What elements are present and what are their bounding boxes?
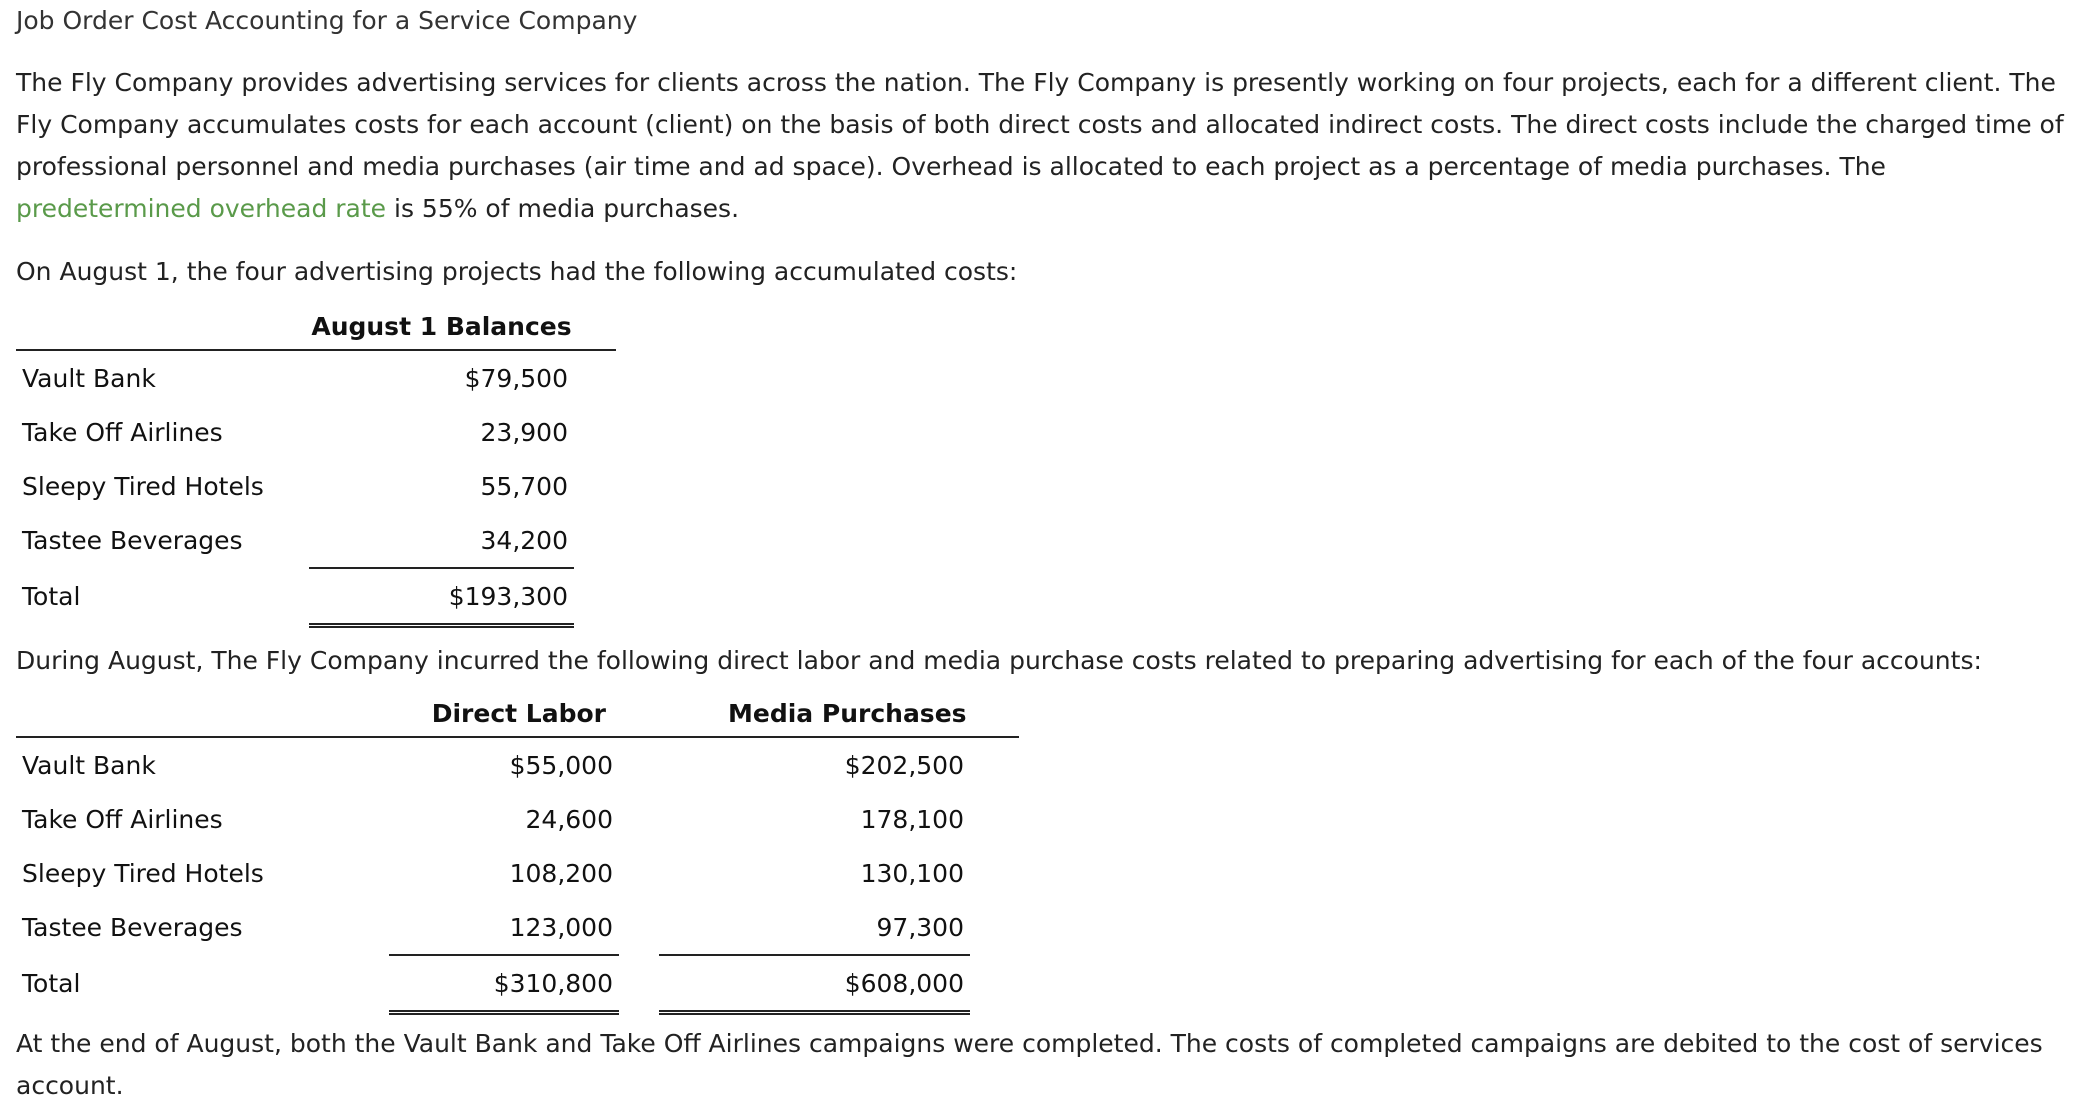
total-label: Total [22, 969, 81, 999]
row-label: Take Off Airlines [22, 804, 223, 834]
row-label: Tastee Beverages [22, 913, 243, 942]
direct-costs-table [16, 690, 1019, 1015]
intro-text-before: The Fly Company provides advertising services for clients across the nation. The Fly Company is presently working on four projects, each for a different client. The Fly Company accumulates costs for each account (client) on the basis of both direct costs and allocated indirect costs. The direct costs include the charged time of professional personnel and media purchases (air time and ad space). Overhead is allocated to each project as a percentage of media purchases. The [16, 68, 2064, 181]
august-balances-table [16, 303, 616, 628]
table-row [16, 792, 1019, 846]
header-direct-labor: Direct Labor [389, 690, 619, 737]
header-media-purchases: Media Purchases [659, 690, 970, 737]
media-total: $608,000 [659, 955, 970, 1013]
labor-value: 123,000 [389, 900, 619, 955]
header-spacer [619, 690, 659, 737]
total-value: $193,300 [309, 568, 574, 626]
row-label: Take Off Airlines [22, 417, 223, 447]
completion-paragraph: At the end of August, both the Vault Bank and Take Off Airlines campaigns were completed. The costs of completed campaigns are debited to the cost of services account. [16, 1029, 2043, 1100]
intro-paragraph [16, 62, 2076, 230]
costs-intro-paragraph: During August, The Fly Company incurred the following direct labor and media purchase costs related to preparing advertising for each of the four accounts: [16, 646, 1982, 675]
table-row [16, 350, 616, 405]
row-label: Vault Bank [22, 750, 156, 780]
row-label: Sleepy Tired Hotels [22, 858, 264, 888]
table-header-row [16, 303, 616, 350]
row-label: Tastee Beverages [22, 526, 243, 555]
labor-value: $55,000 [509, 750, 613, 780]
row-value: $79,500 [464, 363, 568, 393]
intro-text-after: is 55% of media purchases. [386, 194, 740, 223]
table-total-row [16, 568, 616, 626]
header-august-balances: August 1 Balances [309, 303, 574, 350]
page-title: Job Order Cost Accounting for a Service Company [16, 6, 638, 35]
media-value: 97,300 [659, 900, 970, 955]
table-row [16, 846, 1019, 900]
row-value: 34,200 [309, 513, 574, 568]
table-header-row [16, 690, 1019, 737]
labor-value: 24,600 [525, 804, 613, 834]
row-label: Sleepy Tired Hotels [22, 471, 264, 501]
labor-value: 108,200 [509, 858, 613, 888]
problem-content [16, 0, 2076, 1107]
balances-intro-paragraph: On August 1, the four advertising projects had the following accumulated costs: [16, 257, 1018, 286]
header-blank [16, 303, 309, 350]
header-spacer [574, 303, 616, 350]
media-value: 130,100 [860, 858, 964, 888]
row-value: 55,700 [480, 471, 568, 501]
row-label: Vault Bank [22, 363, 156, 393]
header-blank [16, 690, 389, 737]
row-value: 23,900 [480, 417, 568, 447]
table-row [16, 405, 616, 459]
header-spacer [970, 690, 1019, 737]
table-total-row [16, 955, 1019, 1013]
table-row [16, 737, 1019, 792]
predetermined-overhead-rate-link[interactable]: predetermined overhead rate [16, 194, 387, 223]
media-value: 178,100 [860, 804, 964, 834]
media-value: $202,500 [844, 750, 964, 780]
table-row [16, 513, 616, 568]
total-label: Total [22, 582, 81, 612]
labor-total: $310,800 [389, 955, 619, 1013]
table-row [16, 459, 616, 513]
table-row [16, 900, 1019, 955]
